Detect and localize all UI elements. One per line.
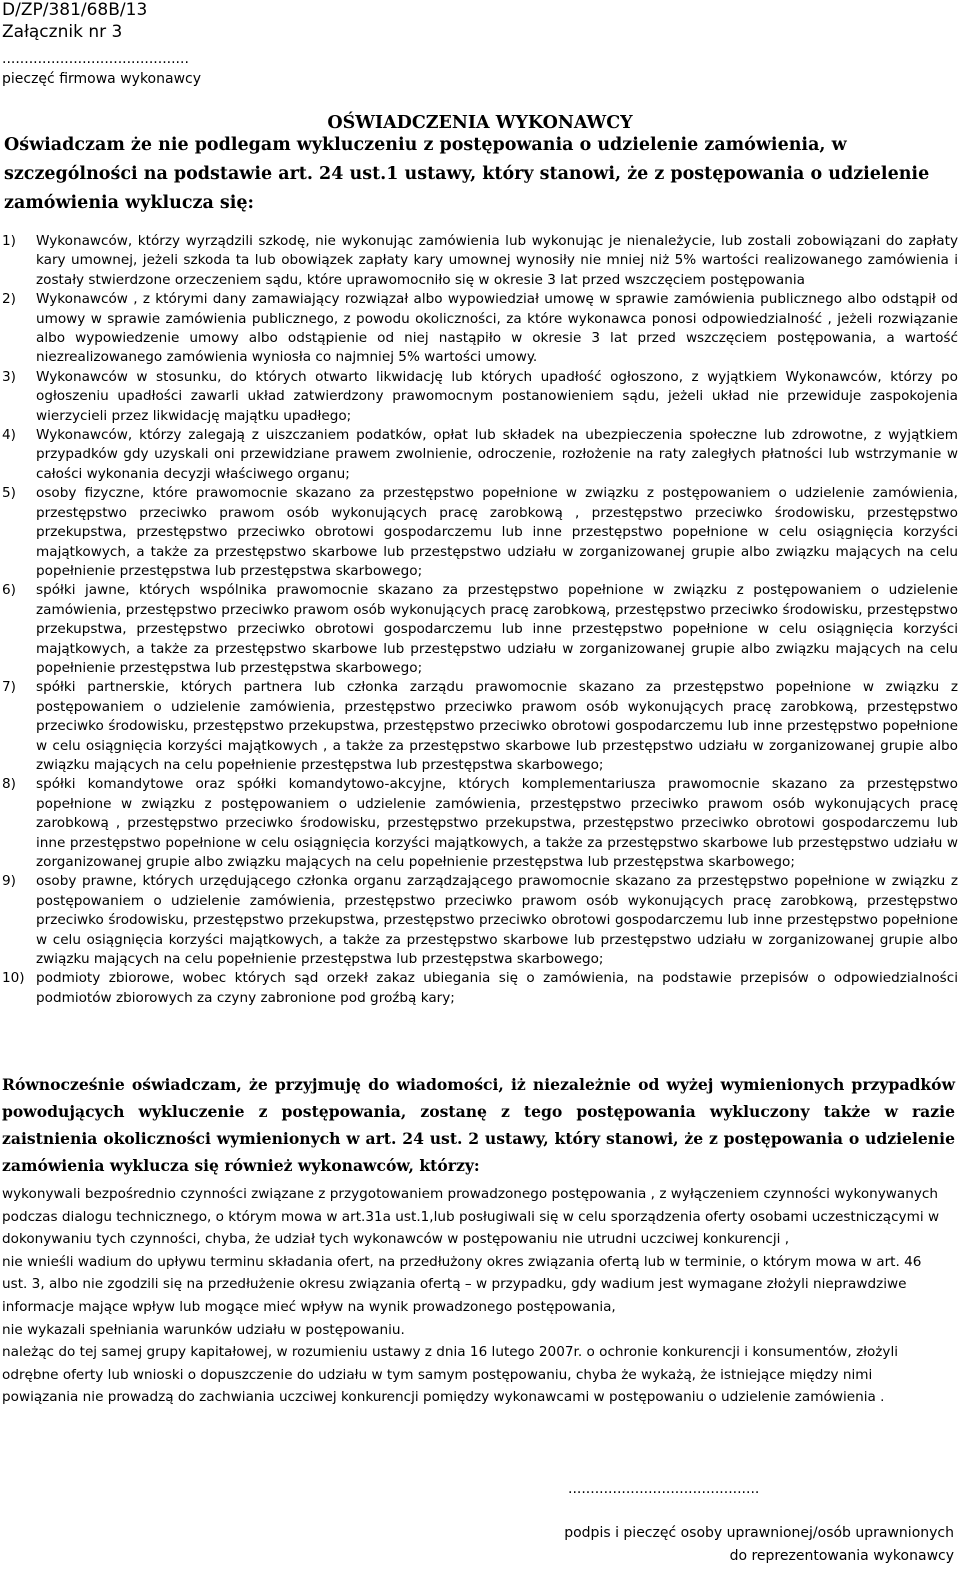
item-number: 3) [2,368,16,385]
item-text: spółki jawne, których wspólnika prawomocnie skazano za przestępstwo popełnione w związku z postępowaniem o udzielenie zamówienia, przestępstwo przeciwko prawom osób wykonujących pracę zarobkową, przestępstwo przeciwko środowisku, przestępstwo przekupstwa, przestępstwo przeciwko obrotowi gospodarczemu lub inne przestępstwo popełnione w celu osiągnięcia korzyści majątkowych, a także za przestępstwo skarbowe lub przestępstwo udziału w zorganizowanej grupie albo związku mających na celu popełnienie przestępstwa lub przestępstwa skarbowego; [36,582,958,676]
document-title: OŚWIADCZENIA WYKONAWCY [327,113,633,133]
item-text: spółki komandytowe oraz spółki komandytowo-akcyjne, których komplementariusza prawomocnie skazano za przestępstwo popełnione w związku z postępowaniem o udzielenie zamówienia, przestępstwo przeciwko prawom osób wykonujących pracę zarobkową , przestępstwo przeciwko środowisku, przestępstwo przekupstwa, przestępstwo przeciwko obrotowi gospodarczemu lub inne przestępstwo popełnione w celu osiągnięcia korzyści majątkowych, a także za przestępstwo skarbowe lub przestępstwo udziału w zorganizowanej grupie albo związku mających na celu popełnienie przestępstwa lub przestępstwa skarbowego; [36,776,958,870]
condition-item: nie wnieśli wadium do upływu terminu składania ofert, na przedłużony okres związania ofertą lub w terminie, o którym mowa w art. 46 ust. 3, albo nie zgodzili się na przedłużenie okresu związania ofertą – w przypadku, gdy wadium jest wymagane złożyli nieprawdziwe informacje mające wpływ lub mogące mieć wpływ na wynik prowadzonego postępowania, [2,1253,922,1315]
intro-declaration: Oświadczam że nie podlegam wykluczeniu z postępowania o udzielenie zamówienia, w szczególności na podstawie art. 24 ust.1 ustawy, który stanowi, że z postępowania o udzielenie zamówienia wyklucza się: [4,135,930,213]
list-item [0,426,958,484]
list-item [0,969,958,1008]
condition-item: należąc do tej samej grupy kapitałowej, w rozumieniu ustawy z dnia 16 lutego 2007r. o ochronie konkurencji i konsumentów, złożyli odrębne oferty lub wnioski o dopuszczenie do udziału w tym samym postępowaniu, chyba że wykażą, że istniejące między nimi powiązania nie prowadzą do zachwiania uczciwej konkurencji pomiędzy wykonawcami w postępowaniu o udzielenie zamówienia . [2,1344,899,1406]
item-number: 4) [2,427,16,444]
item-text: osoby fizyczne, które prawomocnie skazano za przestępstwo popełnione w związku z postępowaniem o udzielenie zamówienia, przestępstwo przeciwko prawom osób wykonujących pracę zarobkową , przestępstwo przeciwko środowisku, przestępstwo przekupstwa, przestępstwo przeciwko obrotowi gospodarczemu lub inne przestępstwo popełnione w celu osiągnięcia korzyści majątkowych, a także za przestępstwo skarbowe lub przestępstwo udziału w zorganizowanej grupie albo związku mających na celu popełnienie przestępstwa lub przestępstwa skarbowego; [36,485,958,579]
item-text: Wykonawców , z którymi dany zamawiający rozwiązał albo wypowiedział umowę w sprawie zamówienia publicznego albo odstąpił od umowy w sprawie zamówienia publicznego, z powodu okoliczności, za które wykonawca ponosi odpowiedzialność , jeżeli rozwiązanie albo wypowiedzenie umowy albo odstąpienie od niej nastąpiło w okresie 3 lat przed wszczęciem postępowania, a wartość niezrealizowanego zamówienia wyniosła co najmniej 5% wartości umowy. [36,291,958,366]
list-item [0,678,958,775]
item-number: 9) [2,873,16,890]
list-item [0,484,958,581]
item-text: Wykonawców, którzy wyrządzili szkodę, nie wykonując zamówienia lub wykonując je nienależycie, lub zostali zobowiązani do zapłaty kary umownej, jeżeli szkoda ta lub obowiązek zapłaty kary umownej wynosiły nie mniej niż 5% wartości realizowanego zamówienia i zostały stwierdzone orzeczeniem sądu, które uprawomocniło się w okresie 3 lat przed wszczęciem postępowania [36,233,958,288]
list-item [0,232,958,290]
item-number: 10) [2,970,25,987]
item-number: 7) [2,679,16,696]
item-text: osoby prawne, których urzędującego członka organu zarządzającego prawomocnie skazano za przestępstwo popełnione w związku z postępowaniem o udzielenie zamówienia, przestępstwo przeciwko prawom osób wykonujących pracę zarobkową, przestępstwo przeciwko środowisku, przestępstwo przekupstwa, przestępstwo przeciwko obrotowi gospodarczemu lub inne przestępstwo popełnione w celu osiągnięcia korzyści majątkowych, a także za przestępstwo skarbowe lub przestępstwo udziału w zorganizowanej grupie albo związku mających na celu popełnienie przestępstwa lub przestępstwa skarbowego; [36,873,958,968]
item-number: 5) [2,485,16,502]
item-text: spółki partnerskie, których partnera lub członka zarządu prawomocnie skazano za przestępstwo popełnione w związku z postępowaniem o udzielenie zamówienia, przestępstwo przeciwko prawom osób wykonujących pracę zarobkową, przestępstwo przeciwko środowisku, przestępstwo przekupstwa, przestępstwo przeciwko obrotowi gospodarczemu lub inne przestępstwo popełnione w celu osiągnięcia korzyści majątkowych , a także za przestępstwo skarbowe lub przestępstwo udziału w zorganizowanej grupie albo związku mających na celu popełnienie przestępstwa lub przestępstwa skarbowego; [36,679,958,773]
list-item [0,775,958,872]
attachment-label: Załącznik nr 3 [2,22,123,42]
item-number: 8) [2,776,16,793]
conditions-list [2,1183,940,1409]
item-text: Wykonawców, którzy zalegają z uiszczaniem podatków, opłat lub składek na ubezpieczenia społeczne lub zdrowotne, z wyjątkiem przypadków gdy uzyskali oni przewidziane prawem zwolnienie, odroczenie, rozłożenie na raty zaległych płatności lub wstrzymanie w całości wykonania decyzji właściwego organu; [36,427,958,482]
reference-number: D/ZP/381/68B/13 [2,0,148,20]
list-item [0,368,958,426]
stamp-label: pieczęć firmowa wykonawcy [2,71,202,87]
signature-dots: ........................................... [568,1481,760,1497]
signature-label-line1: podpis i pieczęć osoby uprawnionej/osób uprawnionych [564,1525,954,1541]
list-item [0,581,958,678]
item-text: Wykonawców w stosunku, do których otwarto likwidację lub których upadłość ogłoszono, z wyjątkiem Wykonawców, którzy po ogłoszeniu upadłości zawarli układ zatwierdzony prawomocnym postanowieniem sądu, jeżeli układ nie przewiduje zaspokojenia wierzycieli przez likwidację majątku upadłego; [36,368,958,424]
stamp-dots: .......................................... [2,51,189,67]
list-item [0,872,958,969]
condition-item: wykonywali bezpośrednio czynności związane z przygotowaniem prowadzonego postępowania , z wyłączeniem czynności wykonywanych podczas dialogu technicznego, o którym mowa w art.31a ust.1,lub posługiwali się w celu sporządzenia oferty osobami uczestniczącymi w dokonywaniu tych czynności, chyba, że udział tych wykonawców w postępowaniu nie utrudni uczciwej konkurencji , [2,1186,940,1248]
item-text: podmioty zbiorowe, wobec których sąd orzekł zakaz ubiegania się o zamówienia, na podstawie przepisów o odpowiedzialności podmiotów zbiorowych za czyny zabronione pod groźbą kary; [36,970,958,1006]
signature-label-line2: do reprezentowania wykonawcy [729,1548,954,1564]
list-item [0,290,958,368]
additional-statement: Równocześnie oświadczam, że przyjmuję do wiadomości, iż niezależnie od wyżej wymienionych przypadków powodujących wykluczenie z postępowania, zostanę z tego postępowania wykluczony także w razie zaistnienia okoliczności wymienionych w art. 24 ust. 2 ustawy, który stanowi, że z postępowania o udzielenie zamówienia wyklucza się również wykonawców, którzy: [2,1075,955,1175]
item-number: 2) [2,291,16,308]
condition-item: nie wykazali spełniania warunków udziału w postępowaniu. [2,1321,405,1338]
item-number: 6) [2,582,16,599]
item-number: 1) [2,233,16,249]
exclusion-list [0,232,958,1008]
